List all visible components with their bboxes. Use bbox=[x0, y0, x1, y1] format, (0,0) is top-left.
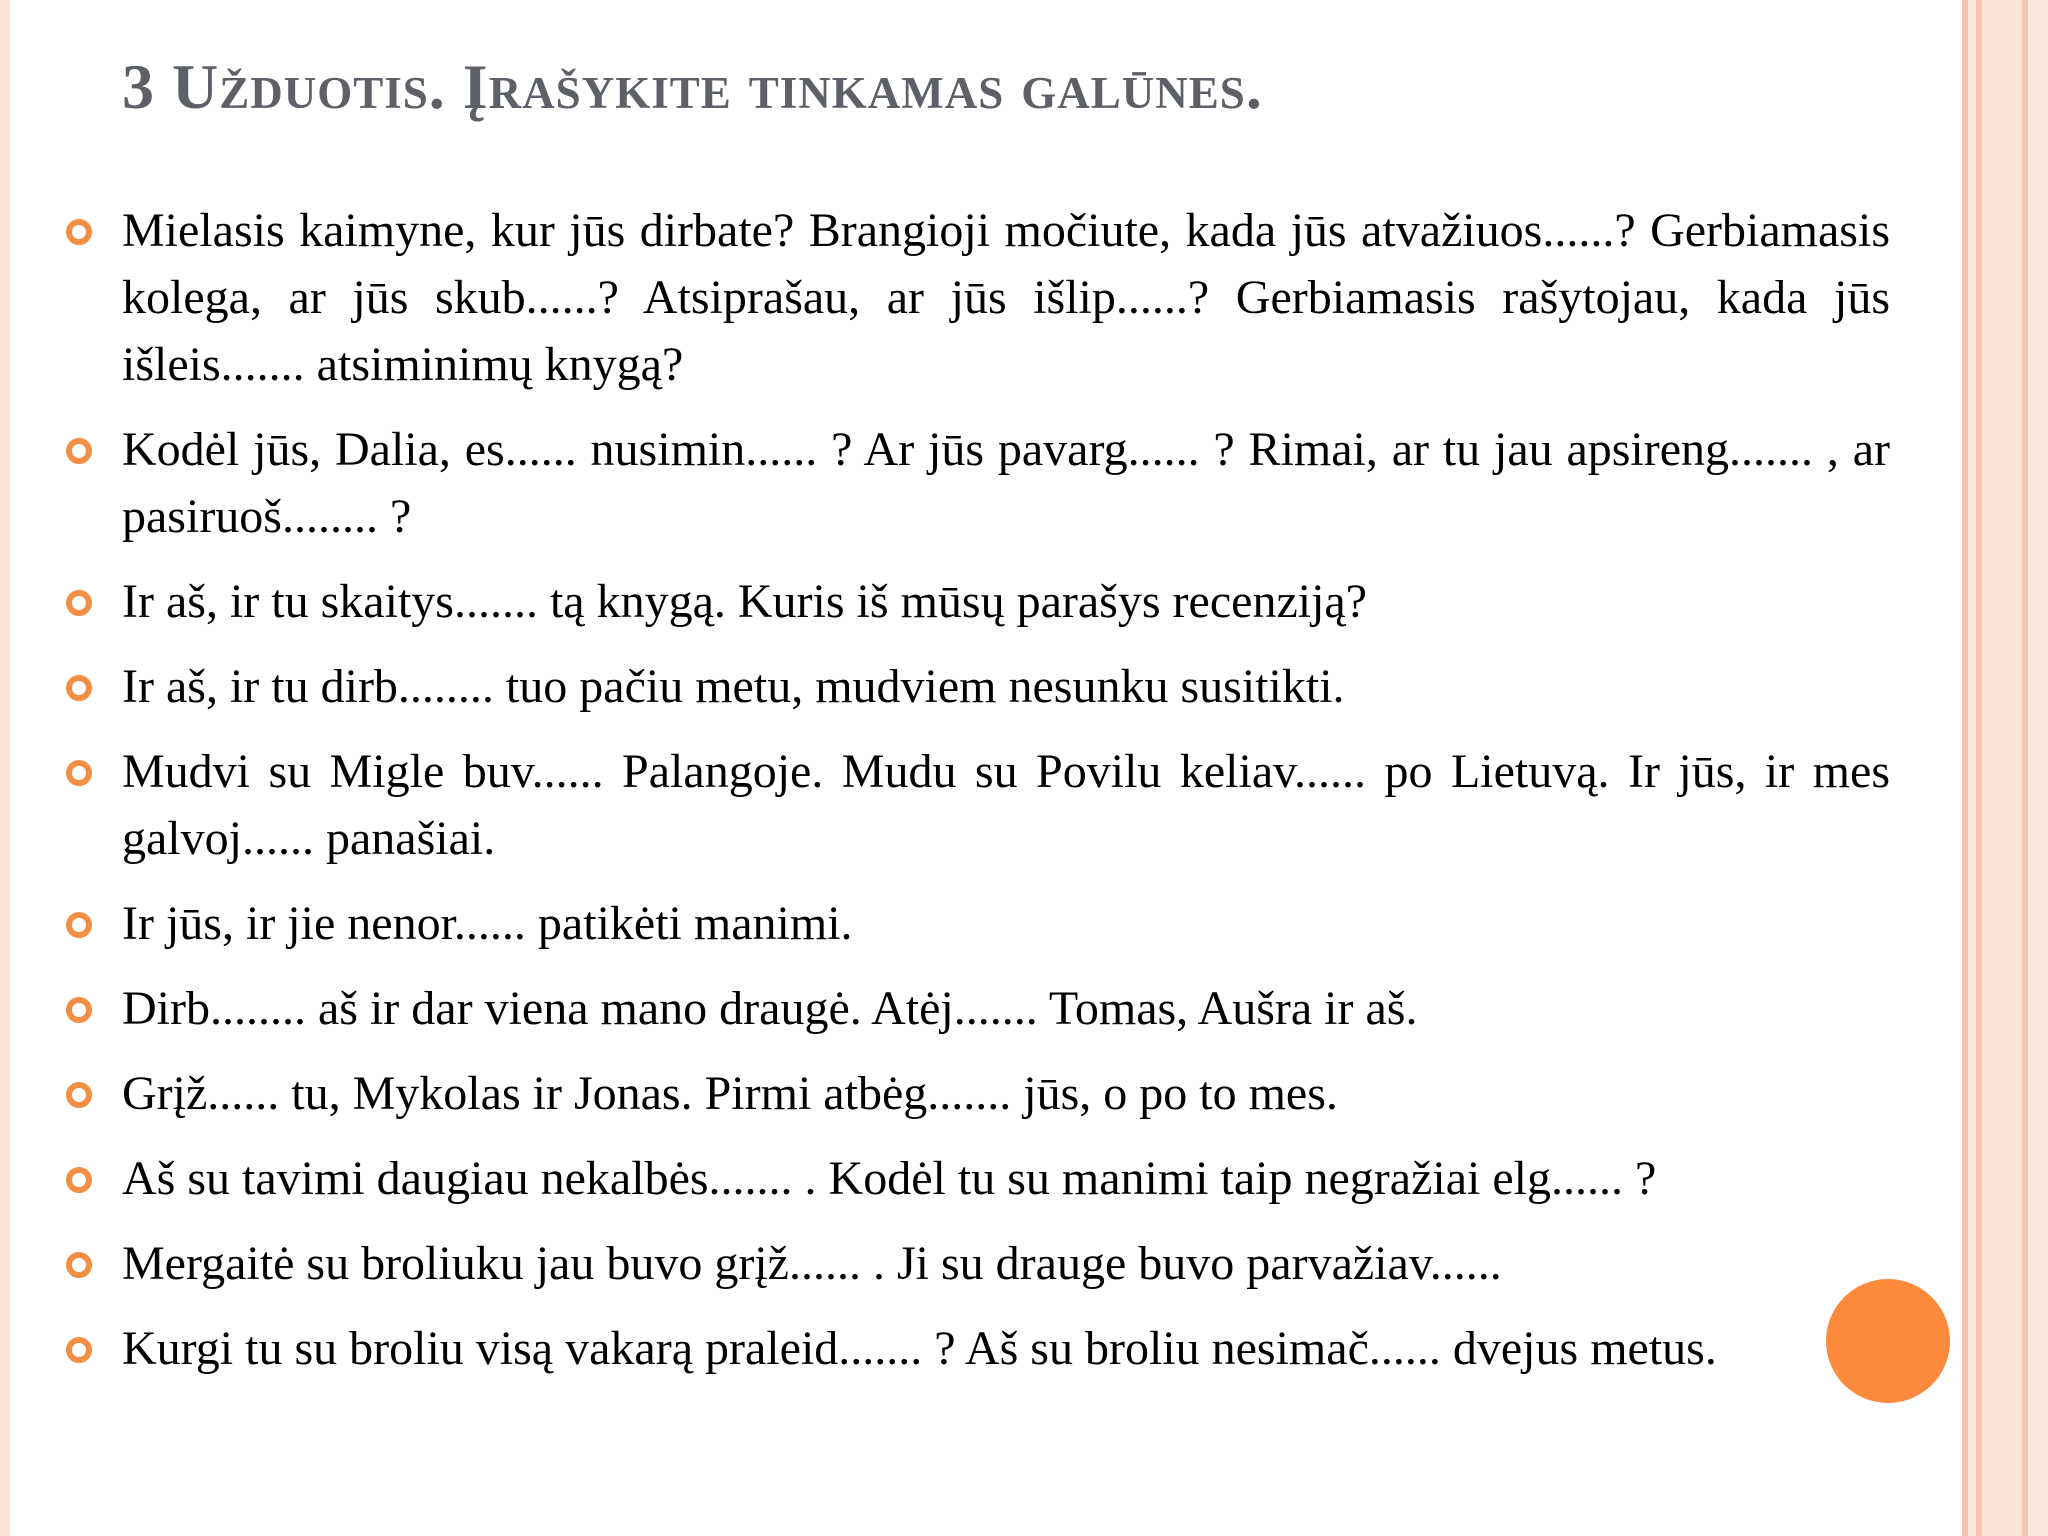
list-item-text: Grįž...... tu, Mykolas ir Jonas. Pirmi atbėg....... jūs, o po to mes. bbox=[122, 1067, 1338, 1120]
list-item bbox=[122, 1060, 1890, 1127]
list-item bbox=[122, 197, 1890, 398]
circle-bullet-icon bbox=[66, 675, 92, 701]
list-item bbox=[122, 568, 1890, 635]
circle-bullet-icon bbox=[66, 760, 92, 786]
circle-bullet-icon bbox=[66, 1337, 92, 1363]
list-item-text: Mielasis kaimyne, kur jūs dirbate? Brangioji močiute, kada jūs atvažiuos......? Gerbiamasis kolega, ar jūs skub......? Atsiprašau, ar jūs išlip......? Gerbiamasis rašytojau, kada jūs išleis....... atsiminimų knygą? bbox=[122, 204, 1890, 391]
right-border-stripe bbox=[1968, 0, 1976, 1536]
list-item bbox=[122, 416, 1890, 550]
exercise-list bbox=[122, 197, 1890, 1400]
decorative-circle bbox=[1826, 1279, 1950, 1403]
circle-bullet-icon bbox=[66, 1167, 92, 1193]
circle-bullet-icon bbox=[66, 1082, 92, 1108]
list-item-text: Aš su tavimi daugiau nekalbės....... . Kodėl tu su manimi taip negražiai elg...... ? bbox=[122, 1152, 1657, 1205]
right-border-stripe bbox=[1982, 0, 2022, 1536]
circle-bullet-icon bbox=[66, 438, 92, 464]
list-item-text: Ir aš, ir tu skaitys....... tą knygą. Kuris iš mūsų parašys recenziją? bbox=[122, 575, 1368, 628]
list-item-text: Kurgi tu su broliu visą vakarą praleid....... ? Aš su broliu nesimač...... dvejus metus. bbox=[122, 1322, 1717, 1375]
circle-bullet-icon bbox=[66, 1252, 92, 1278]
left-border-decoration bbox=[0, 0, 10, 1536]
list-item bbox=[122, 890, 1890, 957]
list-item bbox=[122, 653, 1890, 720]
list-item-text: Mergaitė su broliuku jau buvo grįž...... . Ji su drauge buvo parvažiav...... bbox=[122, 1237, 1502, 1290]
list-item bbox=[122, 1230, 1890, 1297]
list-item-text: Kodėl jūs, Dalia, es...... nusimin...... ? Ar jūs pavarg...... ? Rimai, ar tu jau apsireng....... , ar pasiruoš........ ? bbox=[122, 423, 1890, 543]
slide-title: 3 Užduotis. Įrašykite tinkamas galūnes. bbox=[122, 51, 1263, 122]
circle-bullet-icon bbox=[66, 912, 92, 938]
circle-bullet-icon bbox=[66, 219, 92, 245]
list-item-text: Dirb........ aš ir dar viena mano draugė. Atėj....... Tomas, Aušra ir aš. bbox=[122, 982, 1418, 1035]
list-item-text: Mudvi su Migle buv...... Palangoje. Mudu su Povilu keliav...... po Lietuvą. Ir jūs, ir mes galvoj...... panašiai. bbox=[122, 745, 1890, 865]
circle-bullet-icon bbox=[66, 590, 92, 616]
list-item bbox=[122, 975, 1890, 1042]
list-item-text: Ir jūs, ir jie nenor...... patikėti manimi. bbox=[122, 897, 853, 950]
list-item-text: Ir aš, ir tu dirb........ tuo pačiu metu, mudviem nesunku susitikti. bbox=[122, 660, 1345, 713]
list-item bbox=[122, 1145, 1890, 1212]
right-border-stripe bbox=[2028, 0, 2048, 1536]
list-item bbox=[122, 1315, 1890, 1382]
circle-bullet-icon bbox=[66, 997, 92, 1023]
list-item bbox=[122, 738, 1890, 872]
